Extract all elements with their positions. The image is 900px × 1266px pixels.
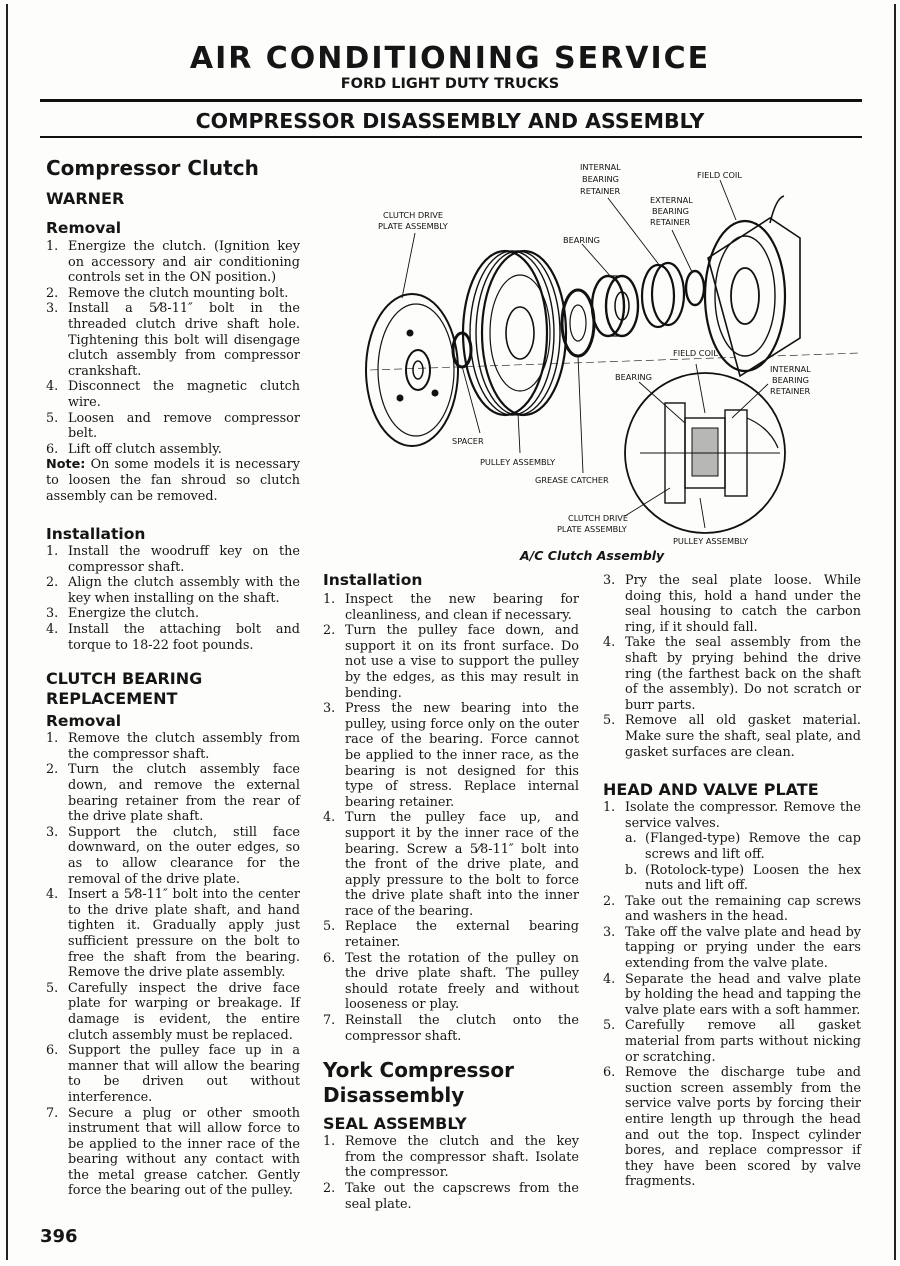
column-middle [323,570,579,1212]
list-item: 6. Lift off clutch assembly. [46,441,222,457]
list-item: 4. Separate the head and valve plate by holding the head and tapping the valve plate ears with a soft hammer. [603,971,861,1018]
label-plate-assembly: PLATE ASSEMBLY [378,221,448,231]
list-item: 5. Carefully inspect the drive face plate for warping or breakage. If damage is evident, the entire clutch assembly must be replaced. [46,980,300,1043]
list-item: 1. Remove the clutch and the key from the compressor shaft. Isolate the compressor. [323,1134,579,1181]
pulley-installation-list [323,592,579,1044]
field-coil-drawing [705,196,800,376]
header-rule-top [40,99,862,102]
seal-assembly-list [323,1134,579,1212]
bearing-drawing [592,276,638,336]
list-item: 2. Turn the pulley face down, and support it on its front surface. Do not use a vise to support the pulley by the edges, as this may result in bending. [323,623,579,701]
retainer-drawing [642,263,704,327]
label-internal-retainer-inset: RETAINER [770,386,811,396]
york-compressor-heading: York Compressor Disassembly [323,1058,514,1108]
seal-assembly-list-continued [603,573,861,760]
list-item: 3. Pry the seal plate loose. While doing this, hold a hand under the seal housing to catch the carbon ring, if it should fall. [603,573,861,635]
list-item: 5. Remove all old gasket material. Make sure the shaft, seal plate, and gasket surfaces are clean. [603,713,861,760]
label-field-coil-inset: FIELD COIL [673,348,718,358]
list-item: 2. Take out the capscrews from the seal plate. [323,1181,579,1212]
list-item: 7. Reinstall the clutch onto the compressor shaft. [323,1013,579,1044]
seal-assembly-heading: SEAL ASSEMBLY [323,1114,467,1134]
list-item: 1. Install the woodruff key on the compressor shaft. [46,544,300,575]
list-item: 5. Replace the external bearing retainer. [323,919,579,951]
label-pulley-assembly: PULLEY ASSEMBLY [480,457,556,467]
list-item: 2. Turn the clutch assembly face down, and remove the external bearing retainer from the rear of the drive plate shaft. [46,762,300,825]
label-plate-assembly-inset: PLATE ASSEMBLY [557,524,627,534]
pulley-drawing [463,251,566,415]
label-external-bearing: BEARING [652,206,689,216]
label-grease-catcher: GREASE CATCHER [535,475,609,485]
head-valve-plate-heading: HEAD AND VALVE PLATE [603,780,819,800]
section-title: COMPRESSOR DISASSEMBLY AND ASSEMBLY [195,109,705,133]
list-item: 3. Press the new bearing into the pulley, using force only on the outer race of the bearing. Force cannot be applied to the inner race, as the bearing is not designed for this type of stress. Replace internal bearing retainer. [323,701,579,810]
label-internal: INTERNAL [580,162,621,172]
list-item: 2. Remove the clutch mounting bolt. [46,285,289,301]
column-left [46,156,300,1199]
label-clutch-drive-inset: CLUTCH DRIVE [568,513,629,523]
header-rule-bottom [40,136,862,138]
installation-heading: Installation [46,525,146,544]
inset-cutaway-drawing [625,373,785,533]
clutch-bearing-heading: CLUTCH BEARING REPLACEMENT [46,669,203,709]
page-subtitle: FORD LIGHT DUTY TRUCKS [340,76,560,92]
label-internal-inset: INTERNAL [770,364,811,374]
removal-heading: Removal [46,219,122,237]
column-right [603,573,861,1190]
list-item: 2. Align the clutch assembly with the key when installing on the shaft. [46,575,300,606]
list-item: 4. Take the seal assembly from the shaft by prying behind the drive ring (the farthest back on the shaft of the assembly). Do not scratch or burr parts. [603,635,861,713]
label-bearing-inset: BEARING [615,372,652,382]
installation-list [46,544,300,653]
label-bearing-top: BEARING [563,235,600,245]
head-valve-plate-list [603,800,861,1190]
list-item: 1. Isolate the compressor. Remove the service valves. a. (Flanged-type) Remove the cap screws and lift off. b. (Rotolock-type) Loosen the hex nuts and lift off. [603,800,861,894]
removal-note: Note: On some models it is necessary to loosen the fan shroud so clutch assembly can be removed. [46,457,300,504]
sub-list-item: a. (Flanged-type) Remove the cap screws and lift off. [625,831,861,862]
label-field-coil-top: FIELD COIL [697,170,742,180]
label-internal-bearing-inset: BEARING [772,375,809,385]
list-item: 3. Take off the valve plate and head by tapping or prying under the ears extending from the valve plate. [603,924,861,972]
list-item: 2. Take out the remaining cap screws and washers in the head. [603,893,861,925]
warner-heading: WARNER [46,189,125,208]
bearing-removal-list [46,731,300,1199]
list-item: 4. Disconnect the magnetic clutch wire. [46,379,300,410]
compressor-clutch-heading: Compressor Clutch [46,156,259,180]
page-title: AIR CONDITIONING SERVICE [189,41,711,76]
label-pulley-assembly-inset: PULLEY ASSEMBLY [673,536,749,546]
label-clutch-drive: CLUTCH DRIVE [383,210,444,220]
bearing-removal-heading: Removal [46,712,122,731]
label-external-retainer: RETAINER [650,217,691,227]
list-item: 5. Carefully remove all gasket material from parts without nicking or scratching. [603,1018,861,1065]
service-valve-sublist [625,831,861,893]
list-item: 7. Secure a plug or other smooth instrument that will allow force to be applied to the inner race of the bearing without any contact with the metal grease catcher. Gently force the bearing out of the pulley. [46,1105,300,1199]
list-item: 6. Test the rotation of the pulley on the drive plate shaft. The pulley should rotate freely and without looseness or play. [323,950,579,1013]
list-item: 6. Support the pulley face up in a manner that will allow the bearing to be driven out without interference. [46,1043,300,1105]
removal-list [46,239,300,457]
list-item: 1. Remove the clutch assembly from the compressor shaft. [46,731,300,762]
label-retainer: RETAINER [580,186,621,196]
list-item: 3. Install a 5⁄8-11″ bolt in the threaded clutch drive shaft hole. Tightening this bolt will disengage clutch assembly from compressor crankshaft. [46,301,300,379]
list-item: 3. Energize the clutch. [46,606,200,622]
label-spacer: SPACER [452,436,484,446]
list-item: 5. Loosen and remove compressor belt. [46,410,300,442]
list-item: 4. Turn the pulley face up, and support it by the inner race of the bearing. Screw a 5⁄8-11″ bolt into the front of the drive plate, and apply pressure to the bolt to force the drive plate shaft into the inner race of the bearing. [323,810,579,919]
list-item: 1. Energize the clutch. (Ignition key on accessory and air conditioning controls set in the ON position.) [46,239,300,286]
list-item: 1. Inspect the new bearing for cleanliness, and clean if necessary. [323,592,579,623]
label-external: EXTERNAL [650,195,693,205]
clutch-assembly-diagram [340,148,880,568]
list-item: 4. Insert a 5⁄8-11″ bolt into the center to the drive plate shaft, and hand tighten it. Gradually apply just sufficient pressure on the bolt to free the shaft from the bearing. Remove the drive plate assembly. [46,887,300,981]
label-bearing-word: BEARING [582,174,619,184]
list-item: 6. Remove the discharge tube and suction screen assembly from the service valve ports by forcing their entire length up through the head and out the top. Inspect cylinder bores, and replace compressor if they have been scored by valve fragments. [603,1065,861,1190]
figure-caption: A/C Clutch Assembly [520,548,665,563]
list-item: 4. Install the attaching bolt and torque to 18-22 foot pounds. [46,622,300,653]
pulley-installation-heading: Installation [323,571,423,589]
page-number: 396 [40,1226,78,1247]
list-item: 3. Support the clutch, still face downward, on the outer edges, so as to allow clearance for the removal of the drive plate. [46,824,300,887]
sub-list-item: b. (Rotolock-type) Loosen the hex nuts and lift off. [625,862,861,894]
